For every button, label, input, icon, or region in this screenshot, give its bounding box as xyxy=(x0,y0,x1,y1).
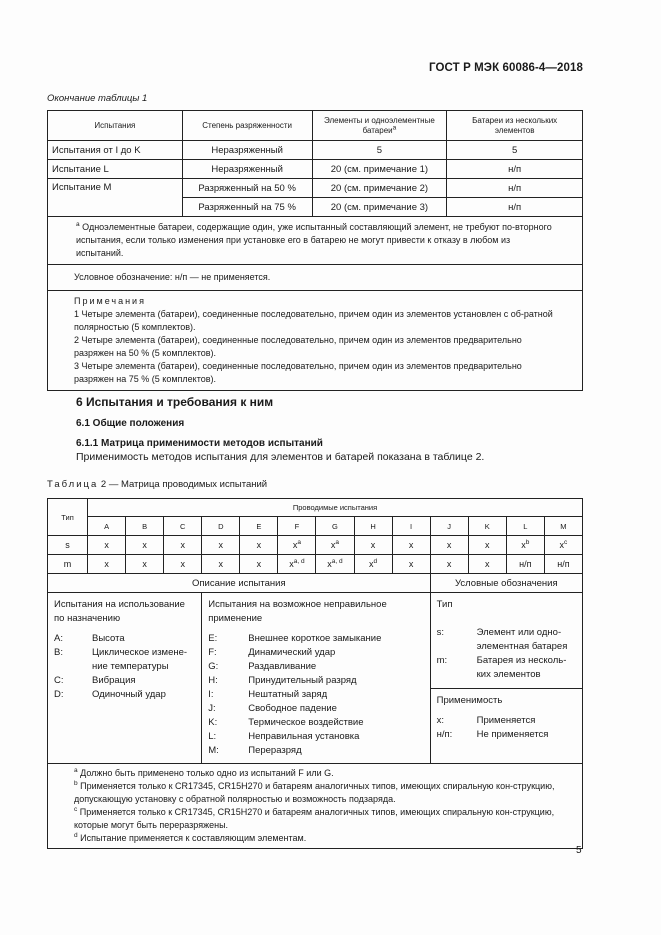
test-letter-cell: F xyxy=(278,517,316,536)
test-letter-cell: C xyxy=(164,517,202,536)
type-header: Тип xyxy=(48,499,88,536)
footnote-item: $^a$ Должно быть применено только одно из испытаний F или G. xyxy=(74,767,334,778)
matrix-cell: $x^c$ xyxy=(544,536,582,555)
page-number: 5 xyxy=(576,845,582,856)
tests-header: Проводимые испытания xyxy=(88,499,583,517)
test-letter-cell: M xyxy=(544,517,582,536)
matrix-cell: x xyxy=(240,555,278,574)
description-header: Описание испытания xyxy=(48,574,431,593)
test-letter-cell: D xyxy=(202,517,240,536)
table-cell: Неразряженный xyxy=(182,141,312,160)
table-cell: 20 (см. примечание 1) xyxy=(312,160,447,179)
table-row xyxy=(48,179,583,198)
matrix-cell: $x^{a, d}$ xyxy=(278,555,316,574)
table1-notes-row xyxy=(48,291,583,391)
list-item: L: Неправильная установка xyxy=(208,731,360,742)
matrix-cell: x xyxy=(392,536,430,555)
matrix-cell: x xyxy=(126,555,164,574)
list-item: G: Раздавливание xyxy=(208,661,317,672)
table1-header-cell: Степень разряженности xyxy=(182,111,312,141)
table1-header-row xyxy=(48,111,583,141)
table-cell: 20 (см. примечание 2) xyxy=(312,179,447,198)
table2-header-row xyxy=(48,499,583,517)
misuse-title: Испытания на возможное неправильное применение xyxy=(208,599,387,624)
table-2 xyxy=(47,498,583,849)
matrix-cell: x xyxy=(430,536,468,555)
list-item: H: Принудительный разряд xyxy=(208,675,357,686)
intended-use-title: Испытания на использование по назначению xyxy=(54,599,185,624)
row-type-cell: m xyxy=(48,555,88,574)
table1-legend-row xyxy=(48,265,583,291)
matrix-cell: x xyxy=(164,536,202,555)
matrix-cell: $x^a$ xyxy=(278,536,316,555)
table1-footnote: $^а$ Одноэлементные батареи, содержащие один, уже испытанный составляющий элемент, не требуют по-вторного испытания, если только изменения при установке его в батарею не могут привести к отказу в любом из испытаний. xyxy=(48,217,583,265)
matrix-cell: н/п xyxy=(544,555,582,574)
note-item: 2 Четыре элемента (батареи), соединенные последовательно, причем один из элементов предварительно разряжен на 50 % (5 комплектов). xyxy=(74,335,522,358)
test-letter-cell: G xyxy=(316,517,354,536)
table2-section-header-row xyxy=(48,574,583,593)
table-row xyxy=(48,536,583,555)
table-cell: 5 xyxy=(312,141,447,160)
matrix-cell: $x^b$ xyxy=(506,536,544,555)
matrix-cell: x xyxy=(240,536,278,555)
list-item: A: Высота xyxy=(54,633,125,644)
table-cell: 5 xyxy=(447,141,583,160)
table2-footnotes-row xyxy=(48,764,583,849)
matrix-cell: н/п xyxy=(506,555,544,574)
table1-notes xyxy=(48,291,583,391)
matrix-cell: x xyxy=(202,536,240,555)
footnote-item: $^c$ Применяется только к CR17345, CR15H270 и батареям аналогичных типов, имеющих спиральную кон-струкцию, которые могут быть переразряжены. xyxy=(74,806,555,830)
list-item: J: Свободное падение xyxy=(208,703,337,714)
table1-header-cell: Испытания xyxy=(48,111,183,141)
row-type-cell: s xyxy=(48,536,88,555)
list-item: I: Нештатный заряд xyxy=(208,689,328,700)
test-letters-row xyxy=(48,517,583,536)
matrix-cell: x xyxy=(202,555,240,574)
list-item: E: Внешнее короткое замыкание xyxy=(208,633,382,644)
list-item: F: Динамический удар xyxy=(208,647,336,658)
matrix-cell: $x^{a, d}$ xyxy=(316,555,354,574)
list-item: M: Переразряд xyxy=(208,745,302,756)
test-letter-cell: J xyxy=(430,517,468,536)
list-item: C: Вибрация xyxy=(54,675,136,686)
section-6-heading: 6 Испытания и требования к ним xyxy=(76,395,274,409)
applicability-title: Применимость xyxy=(436,695,503,706)
misuse-tests xyxy=(202,593,430,764)
list-item: B: Циклическое измене-ние температуры xyxy=(54,647,188,672)
table-1 xyxy=(47,110,583,391)
matrix-cell: x xyxy=(354,536,392,555)
list-item: K: Термическое воздействие xyxy=(208,717,364,728)
table-cell: Испытание L xyxy=(48,160,183,179)
matrix-cell: x xyxy=(164,555,202,574)
section-paragraph: Применимость методов испытания для элементов и батарей показана в таблице 2. xyxy=(76,451,485,463)
table-cell: н/п xyxy=(447,198,583,217)
notes-title: Примечания xyxy=(74,296,146,306)
legend-header: Условные обозначения xyxy=(430,574,582,593)
table-row xyxy=(48,555,583,574)
table-cell: Испытание M xyxy=(48,179,183,217)
intended-use-tests xyxy=(48,593,202,764)
section-6-1-heading: 6.1 Общие положения xyxy=(76,418,185,429)
matrix-cell: x xyxy=(392,555,430,574)
table-cell: Разряженный на 75 % xyxy=(182,198,312,217)
document-header: ГОСТ Р МЭК 60086-4—2018 xyxy=(429,62,583,74)
table1-legend: Условное обозначение: н/п — не применяется. xyxy=(48,265,583,291)
table-cell: н/п xyxy=(447,160,583,179)
test-letter-cell: I xyxy=(392,517,430,536)
list-item: s: Элемент или одно-элементная батарея xyxy=(436,627,568,652)
test-letter-cell: E xyxy=(240,517,278,536)
table2-caption: Таблица 2 — Матрица проводимых испытаний xyxy=(47,479,268,490)
list-item: m: Батарея из несколь-ких элементов xyxy=(436,655,567,680)
matrix-cell: x xyxy=(468,536,506,555)
matrix-cell: x xyxy=(430,555,468,574)
table-cell: Неразряженный xyxy=(182,160,312,179)
list-item: н/п: Не применяется xyxy=(436,729,549,740)
table-row xyxy=(48,141,583,160)
list-item: x: Применяется xyxy=(436,715,536,726)
table1-footnote-row xyxy=(48,217,583,265)
matrix-cell: $x^d$ xyxy=(354,555,392,574)
table1-header-cell: Батареи из нескольких элементов xyxy=(447,111,583,141)
note-item: 3 Четыре элемента (батареи), соединенные последовательно, причем один из элементов предварительно разряжен на 75 % (5 комплектов). xyxy=(74,361,522,384)
table-row xyxy=(48,160,583,179)
table-cell: Разряженный на 50 % xyxy=(182,179,312,198)
test-letter-cell: A xyxy=(88,517,126,536)
section-6-1-1-heading: 6.1.1 Матрица применимости методов испытаний xyxy=(76,438,323,449)
legend-cell xyxy=(430,593,582,764)
table2-footnotes xyxy=(48,764,583,849)
matrix-cell: x xyxy=(468,555,506,574)
list-item: D: Одиночный удар xyxy=(54,689,166,700)
test-letter-cell: H xyxy=(354,517,392,536)
matrix-cell: x xyxy=(126,536,164,555)
note-item: 1 Четыре элемента (батареи), соединенные последовательно, причем один из элементов установлен с об-ратной полярностью (5 комплектов). xyxy=(74,309,553,332)
table-cell: Испытания от I до K xyxy=(48,141,183,160)
footnote-item: $^b$ Применяется только к CR17345, CR15H270 и батареям аналогичных типов, имеющих спиральную кон-струкцию, допускающую установку с обратной полярностью и возможность подзаряда. xyxy=(74,780,555,804)
footnote-item: $^d$ Испытание применяется к составляющим элементам. xyxy=(74,832,307,843)
test-letter-cell: L xyxy=(506,517,544,536)
table-cell: н/п xyxy=(447,179,583,198)
table2-body-row xyxy=(48,593,583,764)
matrix-cell: x xyxy=(88,536,126,555)
test-letter-cell: K xyxy=(468,517,506,536)
table1-caption: Окончание таблицы 1 xyxy=(47,93,148,104)
matrix-cell: x xyxy=(88,555,126,574)
test-letter-cell: B xyxy=(126,517,164,536)
table1-header-cell: Элементы и одноэлементные батареи$^а$ xyxy=(312,111,447,141)
matrix-cell: $x^a$ xyxy=(316,536,354,555)
table-cell: 20 (см. примечание 3) xyxy=(312,198,447,217)
type-legend-title: Тип xyxy=(436,599,453,610)
